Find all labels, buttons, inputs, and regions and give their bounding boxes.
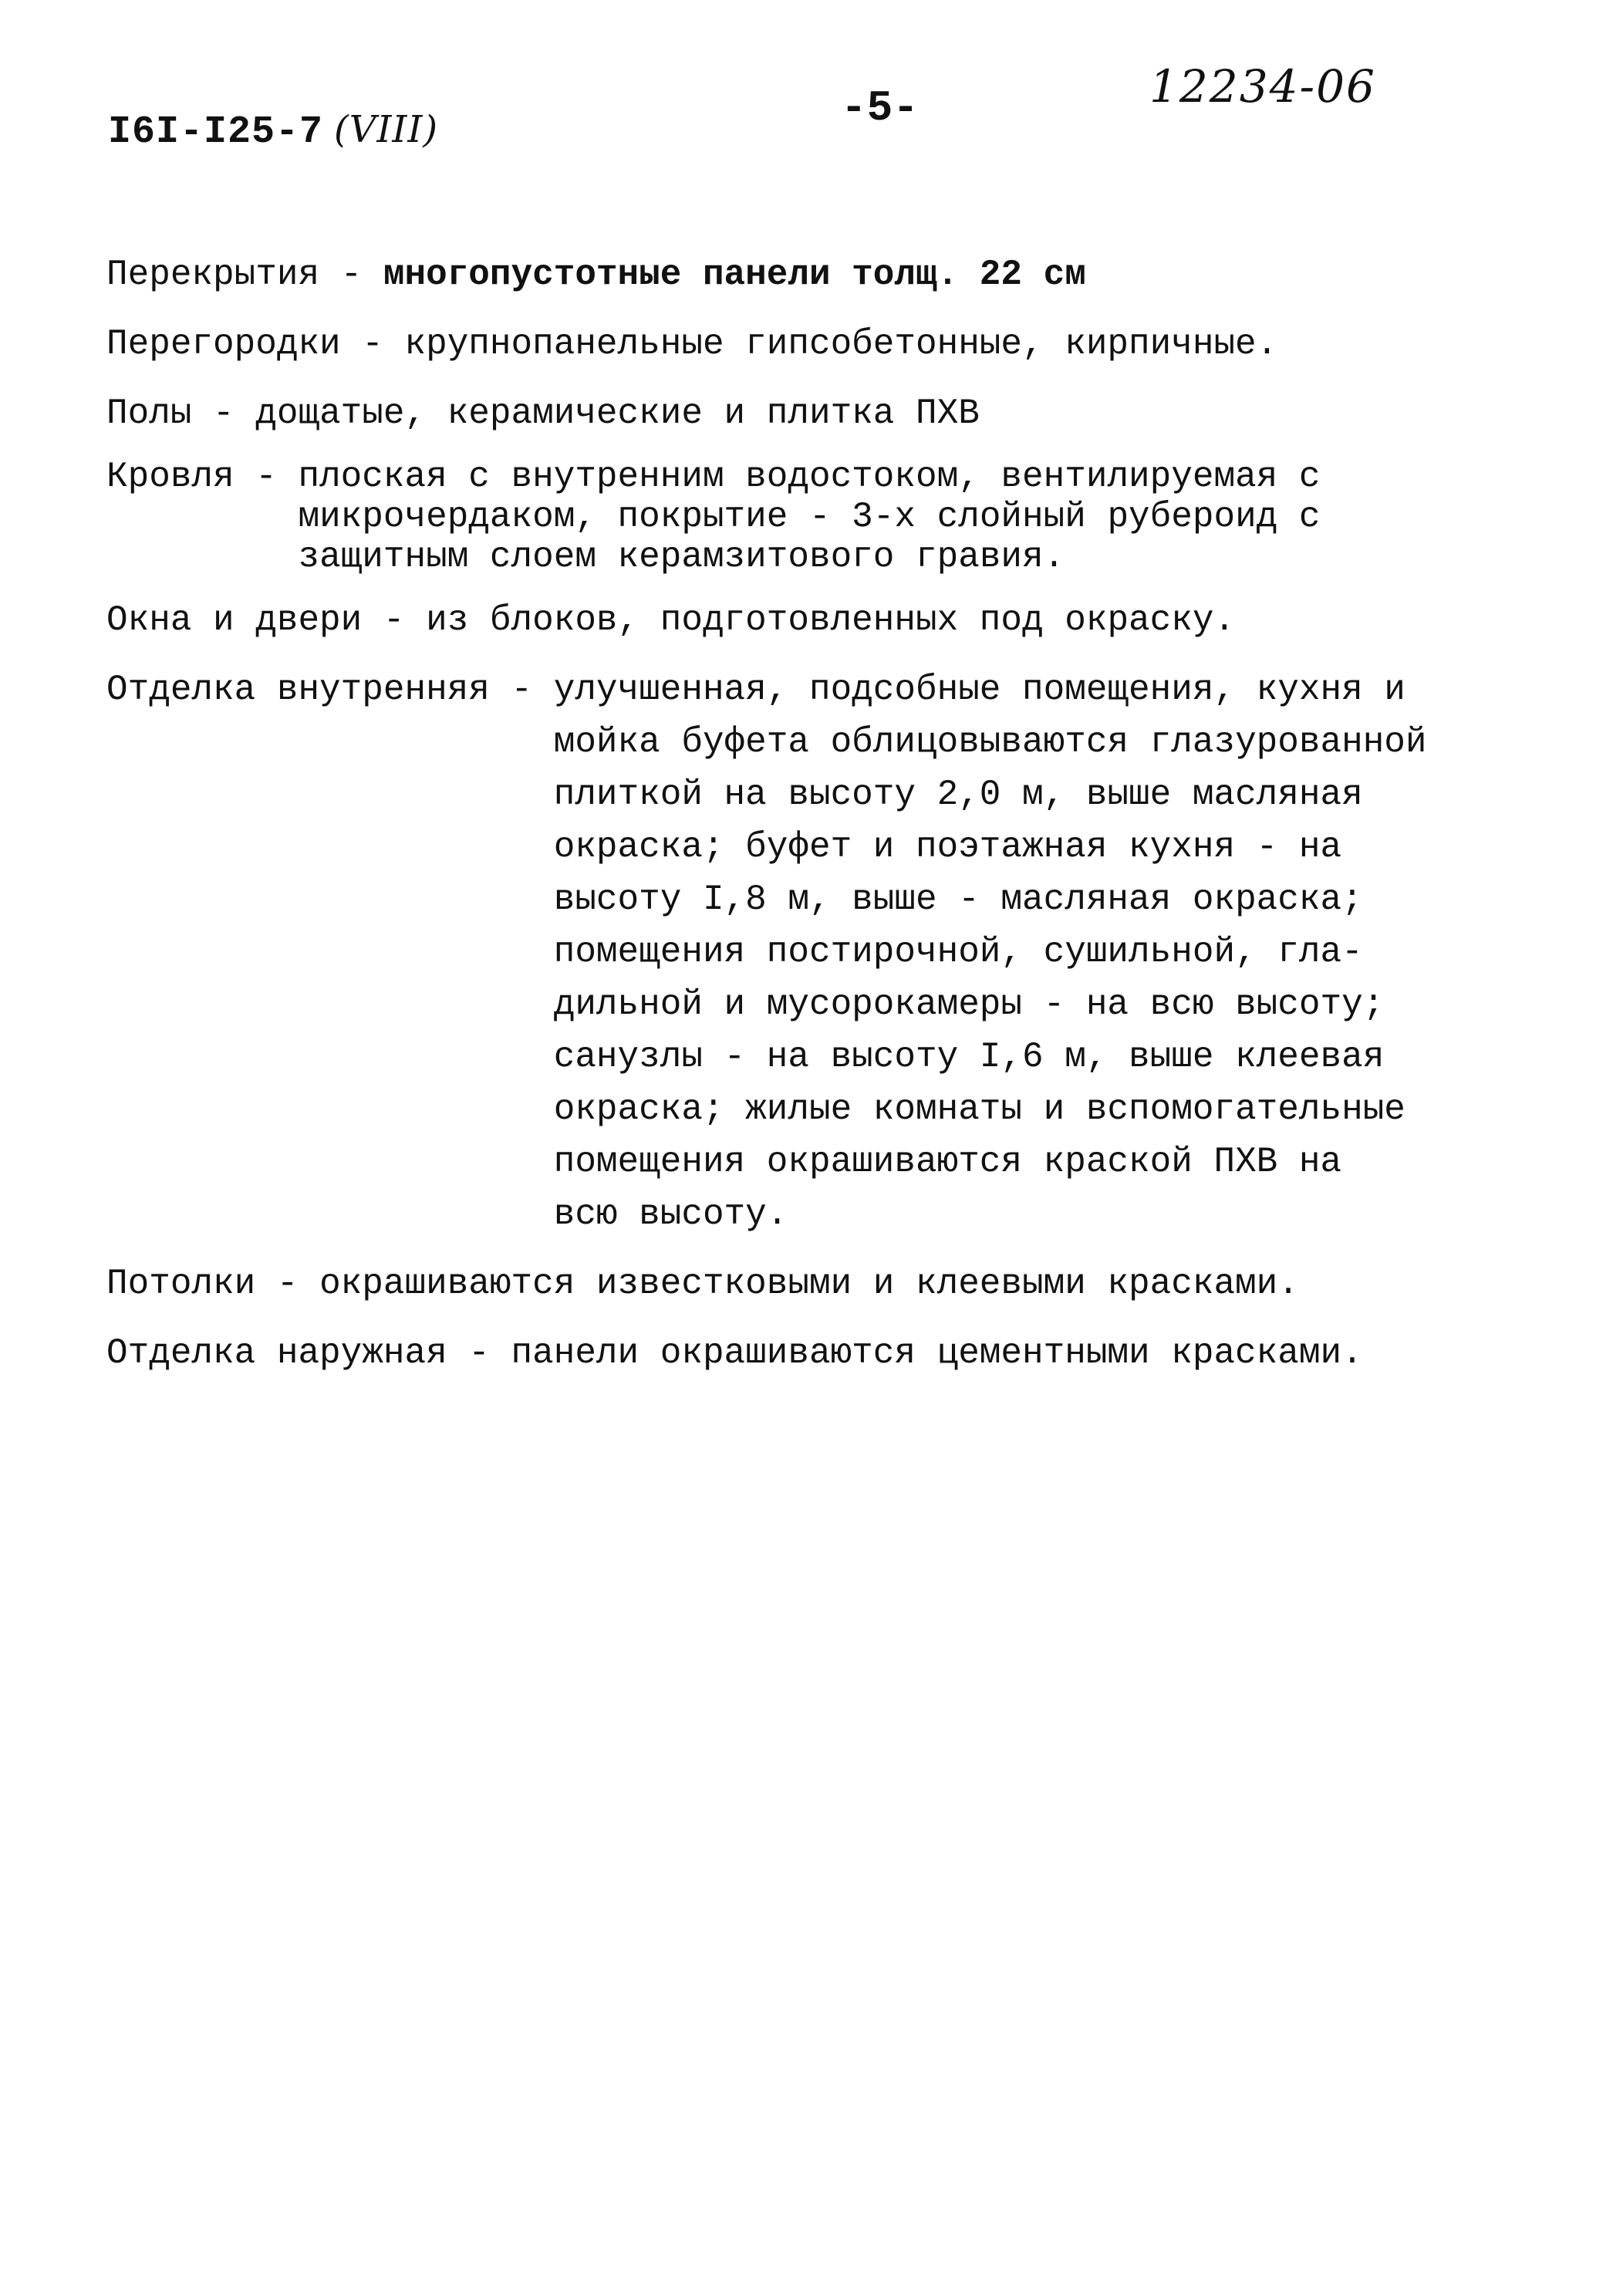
description-line: дощатые, керамические и плитка ПХВ	[255, 393, 980, 434]
description-line: панели окрашиваются цементными красками.	[511, 1333, 1363, 1373]
description-line: микрочердаком, покрытие - 3-х слойный рубероид с	[298, 497, 1321, 537]
description-line: мойка буфета облицовываются глазурованной	[553, 722, 1427, 762]
entry-term: Отделка внутренняя	[106, 670, 490, 710]
description-line: из блоков, подготовленных под окраску.	[426, 600, 1236, 640]
entry-description	[298, 457, 1541, 577]
entry-term: Перегородки	[106, 324, 341, 364]
specification-text	[106, 248, 1541, 1396]
entry-description	[383, 248, 1541, 301]
series-handwritten-note: (VIII)	[334, 108, 439, 151]
description-line: плиткой на высоту 2,0 м, выше масляная	[553, 775, 1363, 815]
entry-dash: -	[489, 670, 554, 710]
description-line: защитным слоем керамзитового гравия.	[298, 537, 1065, 577]
spec-entry-floors-slabs	[106, 248, 1541, 301]
description-line: крупнопанельные гипсобетонные, кирпичные.	[404, 324, 1278, 364]
spec-entry-partitions	[106, 318, 1541, 370]
handwritten-document-code: 12234-06	[1149, 60, 1376, 113]
entry-description	[426, 594, 1541, 647]
entry-term: Кровля	[106, 457, 235, 497]
spec-entry-ceilings	[106, 1258, 1541, 1310]
entry-dash: -	[319, 255, 383, 295]
description-line: окрашиваются известковыми и клеевыми красками.	[319, 1264, 1299, 1304]
description-line: помещения постирочной, сушильной, гла-	[553, 932, 1363, 972]
description-line: всю высоту.	[553, 1194, 788, 1234]
entry-term: Окна и двери	[106, 600, 363, 640]
description-line: помещения окрашиваются краской ПХВ на	[553, 1142, 1342, 1182]
description-line: дильной и мусорокамеры - на всю высоту;	[553, 984, 1385, 1025]
entry-dash: -	[234, 457, 299, 497]
entry-term: Перекрытия	[106, 255, 320, 295]
entry-dash: -	[340, 324, 405, 364]
entry-dash: -	[191, 393, 256, 434]
description-line: окраска; жилые комнаты и вспомогательные	[553, 1089, 1405, 1129]
description-line: плоская с внутренним водостоком, вентилируемая с	[298, 457, 1321, 497]
entry-dash: -	[362, 600, 427, 640]
entry-description	[511, 1327, 1542, 1379]
page-number: -5-	[841, 83, 919, 133]
entry-term: Отделка наружная	[106, 1333, 447, 1373]
description-line: санузлы - на высоту I,6 м, выше клеевая	[553, 1037, 1385, 1077]
entry-description	[319, 1258, 1541, 1310]
description-line: улучшенная, подсобные помещения, кухня и	[553, 670, 1405, 710]
spec-entry-roof	[106, 457, 1541, 577]
entry-description	[554, 663, 1541, 1241]
entry-dash: -	[447, 1333, 511, 1373]
entry-description	[404, 318, 1541, 370]
series-number	[108, 108, 438, 154]
spec-entry-floors	[106, 387, 1541, 440]
series-code: I6I-I25-7	[108, 110, 324, 154]
entry-description	[255, 387, 1541, 440]
entry-term: Полы	[106, 393, 192, 434]
description-line: многопустотные панели толщ. 22 см	[383, 255, 1086, 295]
entry-dash: -	[255, 1264, 320, 1304]
spec-entry-exterior-finish	[106, 1327, 1541, 1379]
spec-entry-interior-finish	[106, 663, 1541, 1241]
description-line: окраска; буфет и поэтажная кухня - на	[553, 827, 1342, 867]
spec-entry-windows-doors	[106, 594, 1541, 647]
entry-term: Потолки	[106, 1264, 256, 1304]
description-line: высоту I,8 м, выше - масляная окраска;	[553, 880, 1363, 920]
